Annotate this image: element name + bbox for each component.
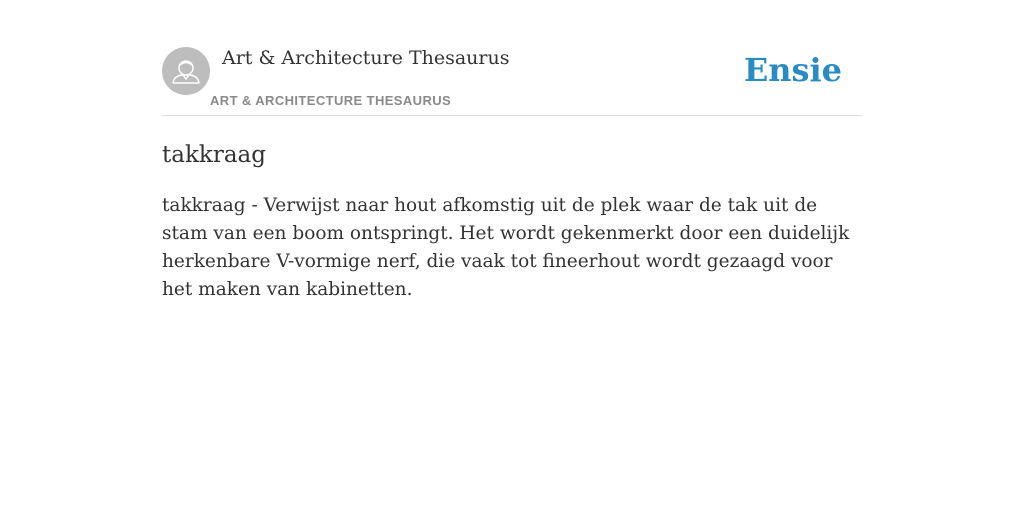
source-subtitle: ART & ARCHITECTURE THESAURUS	[210, 93, 452, 108]
page-header	[162, 0, 862, 116]
brand-logo-link[interactable]: Ensie	[743, 51, 842, 89]
page-container	[162, 0, 862, 300]
user-icon	[162, 47, 210, 95]
avatar[interactable]	[162, 47, 210, 95]
entry-definition: takkraag - Verwijst naar hout afkomstig uit de plek waar de tak uit de stam van een boom ontspringt. Het wordt gekenmerkt door een duidelijk herkenbare V-vormige nerf, die vaak tot fineerhout wordt gezaagd voor het maken van kabinetten.	[162, 195, 850, 300]
entry-term: takkraag	[162, 142, 266, 168]
source-title-link[interactable]: Art & Architecture Thesaurus	[222, 47, 510, 69]
